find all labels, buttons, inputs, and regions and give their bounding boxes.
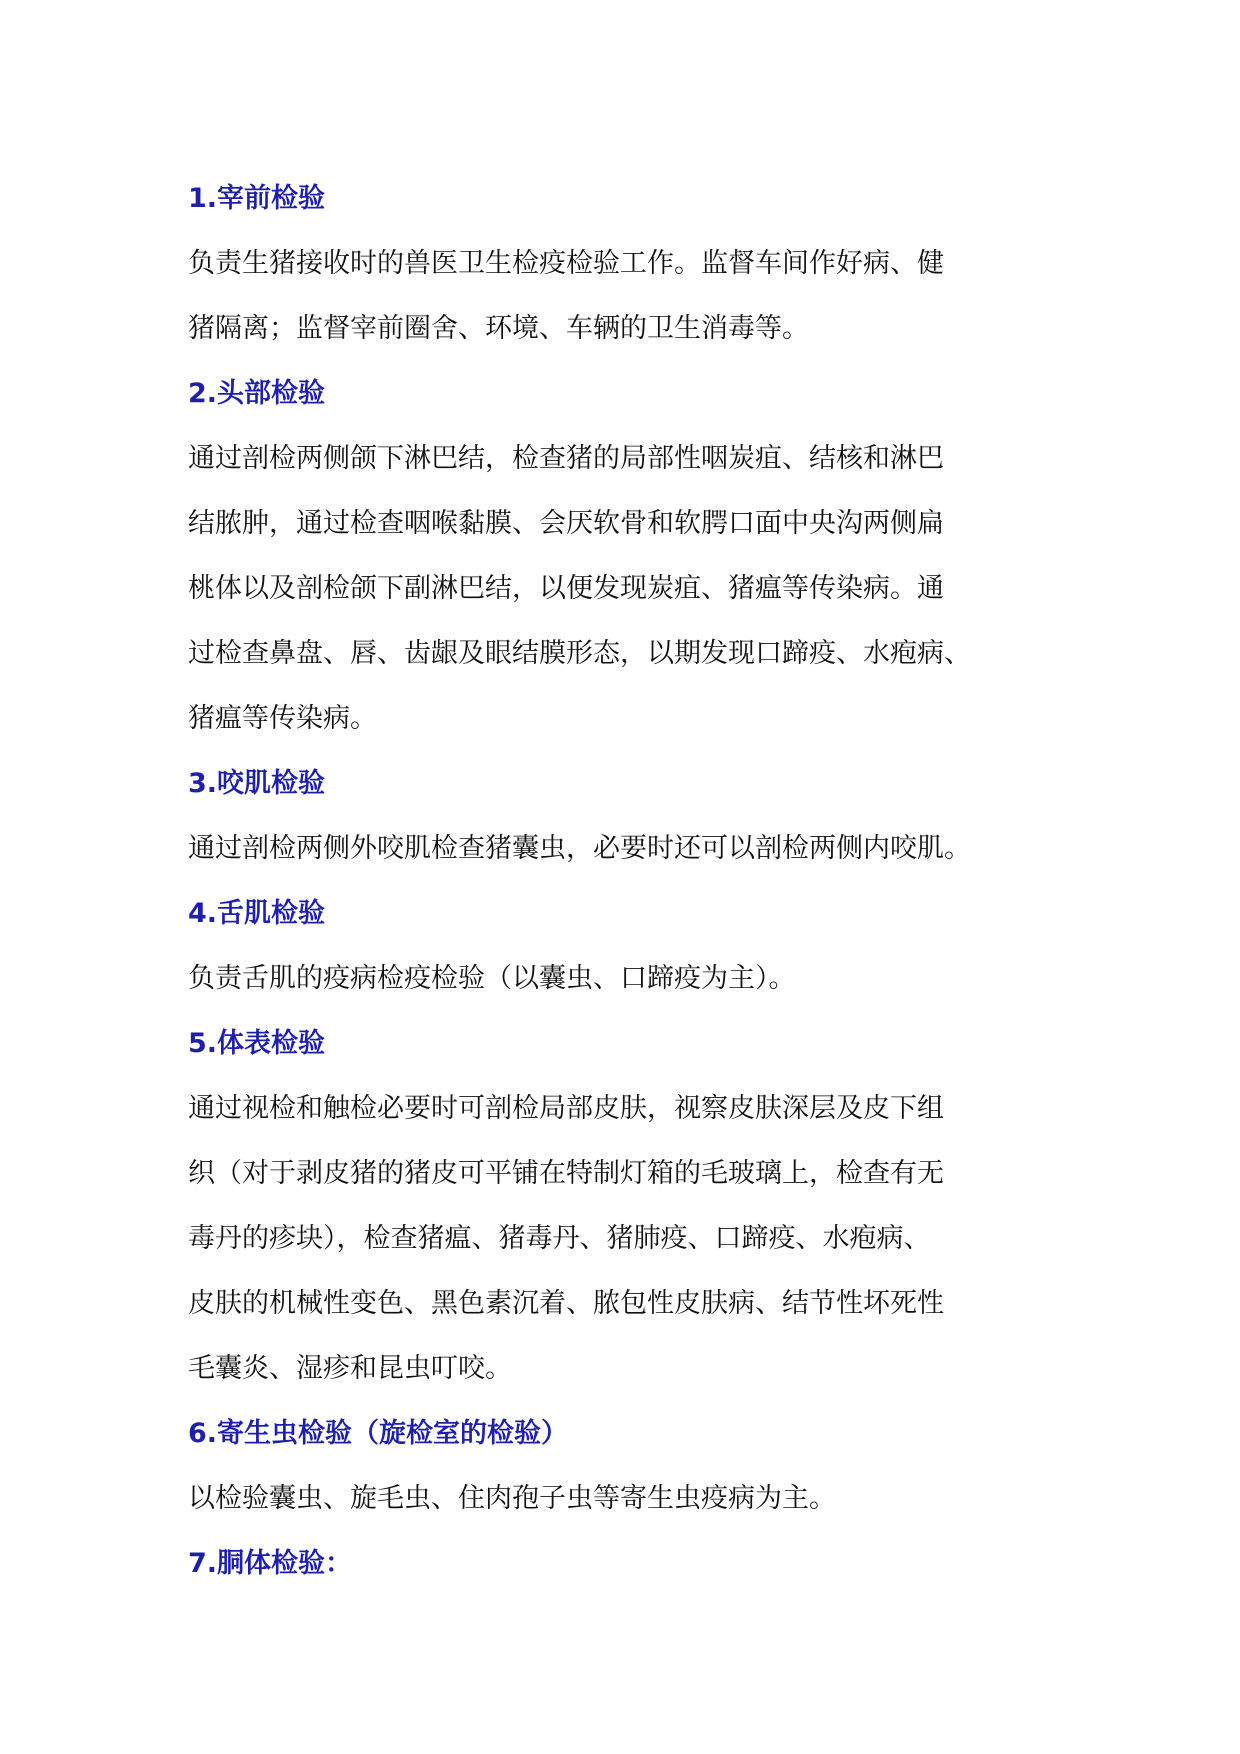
section-heading-4: 4.舌肌检验	[188, 898, 326, 929]
paragraph-line: 毒丹的疹块），检查猪瘟、猪毒丹、猪肺疫、口蹄疫、水疱病、	[188, 1223, 931, 1254]
paragraph-line: 通过剖检两侧颌下淋巴结，检查猪的局部性咽炭疽、结核和淋巴	[188, 443, 944, 474]
paragraph-line: 结脓肿，通过检查咽喉黏膜、会厌软骨和软腭口面中央沟两侧扁	[188, 508, 944, 539]
section-paragraph-1	[188, 231, 1088, 361]
paragraph-line: 负责舌肌的疫病检疫检验（以囊虫、口蹄疫为主）。	[188, 963, 796, 994]
section-paragraph-6	[188, 1466, 1088, 1531]
section-paragraph-2	[188, 426, 1088, 751]
paragraph-line: 织（对于剥皮猪的猪皮可平铺在特制灯箱的毛玻璃上，检查有无	[188, 1158, 944, 1189]
section-paragraph-4	[188, 946, 1088, 1011]
section-heading-3: 3.咬肌检验	[188, 768, 326, 799]
paragraph-line: 过检查鼻盘、唇、齿龈及眼结膜形态，以期发现口蹄疫、水疱病、	[188, 638, 971, 669]
section-paragraph-3	[188, 816, 1088, 881]
section-heading-5: 5.体表检验	[188, 1028, 326, 1059]
section-paragraph-5	[188, 1076, 1088, 1401]
section-heading-2: 2.头部检验	[188, 378, 326, 409]
paragraph-line: 皮肤的机械性变色、黑色素沉着、脓包性皮肤病、结节性坏死性	[188, 1288, 944, 1319]
paragraph-line: 毛囊炎、湿疹和昆虫叮咬。	[188, 1353, 512, 1384]
section-heading-7: 7.胴体检验：	[188, 1548, 353, 1579]
paragraph-line: 通过剖检两侧外咬肌检查猪囊虫，必要时还可以剖检两侧内咬肌。	[188, 833, 971, 864]
paragraph-line: 猪瘟等传染病。	[188, 703, 377, 734]
paragraph-line: 以检验囊虫、旋毛虫、住肉孢子虫等寄生虫疫病为主。	[188, 1483, 836, 1514]
section-heading-1: 1.宰前检验	[188, 183, 326, 214]
paragraph-line: 通过视检和触检必要时可剖检局部皮肤，视察皮肤深层及皮下组	[188, 1093, 944, 1124]
paragraph-line: 负责生猪接收时的兽医卫生检疫检验工作。监督车间作好病、健	[188, 248, 944, 279]
section-heading-6: 6.寄生虫检验（旋检室的检验）	[188, 1418, 569, 1449]
paragraph-line: 桃体以及剖检颌下副淋巴结，以便发现炭疽、猪瘟等传染病。通	[188, 573, 944, 604]
paragraph-line: 猪隔离；监督宰前圈舍、环境、车辆的卫生消毒等。	[188, 313, 809, 344]
document-content	[188, 166, 1088, 1596]
